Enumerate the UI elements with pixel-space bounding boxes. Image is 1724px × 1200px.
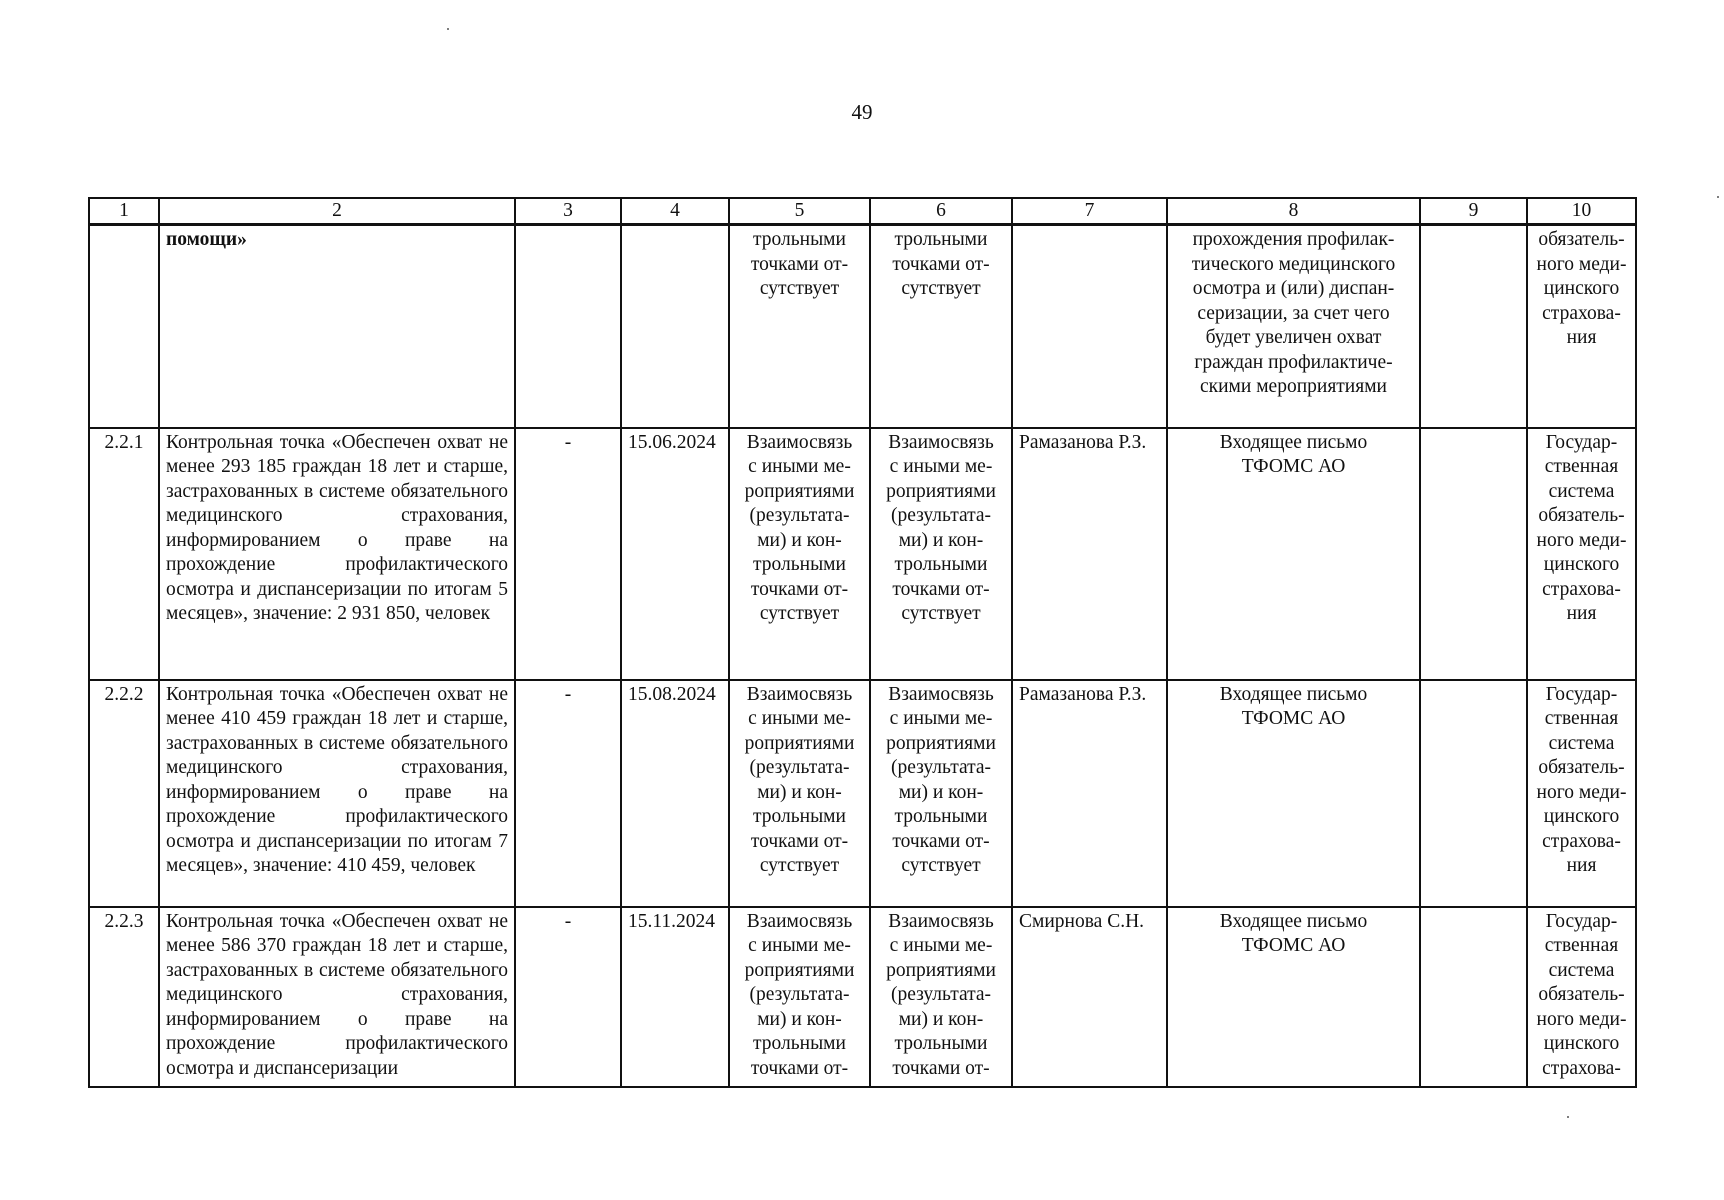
- cell-end: 15.11.2024: [621, 907, 729, 1087]
- column-header: 3: [515, 198, 621, 225]
- cell-link-out: Взаимосвязь с иными ме- роприятиями (результата- ми) и кон- трольными точками от- сутствует: [729, 428, 870, 680]
- cell-responsible: Рамазанова Р.З.: [1012, 680, 1167, 907]
- table-row: [89, 428, 1636, 680]
- scan-speck: [1567, 1116, 1569, 1118]
- cell-num: 2.2.3: [89, 907, 159, 1087]
- cell-link-in: Взаимосвязь с иными ме- роприятиями (результата- ми) и кон- трольными точками от-: [870, 907, 1012, 1087]
- cell-system: Государ- ственная система обязатель- ного меди- цинского страхова- ния: [1527, 428, 1636, 680]
- column-number-header: [89, 198, 1636, 225]
- column-header: 10: [1527, 198, 1636, 225]
- cell-start: -: [515, 680, 621, 907]
- cell-num: [89, 225, 159, 428]
- cell-name: Контрольная точка «Обеспечен охват не менее 293 185 граждан 18 лет и старше, застрахованных в системе обязательного медицинского страхования, информированием о праве на прохождение профилактического осмотра и диспансеризации по итогам 5 месяцев», значение: 2 931 850, человек: [159, 428, 515, 680]
- column-header: 7: [1012, 198, 1167, 225]
- page-number: 49: [851, 100, 873, 124]
- cell-col9: [1420, 428, 1527, 680]
- cell-end: 15.06.2024: [621, 428, 729, 680]
- cell-col9: [1420, 907, 1527, 1087]
- cell-col9: [1420, 225, 1527, 428]
- cell-responsible: Рамазанова Р.З.: [1012, 428, 1167, 680]
- column-header: 6: [870, 198, 1012, 225]
- cell-name: Контрольная точка «Обеспечен охват не менее 586 370 граждан 18 лет и старше, застрахованных в системе обязательного медицинского страхования, информированием о праве на прохождение профилактического осмотра и диспансеризации: [159, 907, 515, 1087]
- cell-system: обязатель- ного меди- цинского страхова- ния: [1527, 225, 1636, 428]
- cell-name: Контрольная точка «Обеспечен охват не менее 410 459 граждан 18 лет и старше, застрахованных в системе обязательного медицинского страхования, информированием о праве на прохождение профилактического осмотра и диспансеризации по итогам 7 месяцев», значение: 410 459, человек: [159, 680, 515, 907]
- cell-link-out: Взаимосвязь с иными ме- роприятиями (результата- ми) и кон- трольными точками от- сутствует: [729, 680, 870, 907]
- cell-end: 15.08.2024: [621, 680, 729, 907]
- continuation-row: [89, 225, 1636, 428]
- cell-col9: [1420, 680, 1527, 907]
- table-row: [89, 680, 1636, 907]
- cell-link-in: трольными точками от- сутствует: [870, 225, 1012, 428]
- cell-start: [515, 225, 621, 428]
- scan-speck: [1717, 196, 1719, 198]
- cell-link-out: трольными точками от- сутствует: [729, 225, 870, 428]
- column-header: 1: [89, 198, 159, 225]
- cell-end: [621, 225, 729, 428]
- cell-link-in: Взаимосвязь с иными ме- роприятиями (результата- ми) и кон- трольными точками от- сутствует: [870, 428, 1012, 680]
- column-header: 8: [1167, 198, 1420, 225]
- cell-doc: Входящее письмо ТФОМС АО: [1167, 428, 1420, 680]
- cell-system: Государ- ственная система обязатель- ного меди- цинского страхова- ния: [1527, 680, 1636, 907]
- scan-speck: [447, 28, 449, 30]
- cell-responsible: [1012, 225, 1167, 428]
- table-row: [89, 907, 1636, 1087]
- cell-start: -: [515, 428, 621, 680]
- plan-table: [88, 197, 1637, 1088]
- cell-doc: Входящее письмо ТФОМС АО: [1167, 907, 1420, 1087]
- cell-doc: Входящее письмо ТФОМС АО: [1167, 680, 1420, 907]
- cell-num: 2.2.2: [89, 680, 159, 907]
- cell-name: помощи»: [159, 225, 515, 428]
- cell-responsible: Смирнова С.Н.: [1012, 907, 1167, 1087]
- column-header: 2: [159, 198, 515, 225]
- cell-num: 2.2.1: [89, 428, 159, 680]
- cell-start: -: [515, 907, 621, 1087]
- cell-system: Государ- ственная система обязатель- ного меди- цинского страхова-: [1527, 907, 1636, 1087]
- cell-doc: прохождения профилак- тического медицинского осмотра и (или) диспан- серизации, за счет чего будет увеличен охват граждан профилактиче- скими мероприятиями: [1167, 225, 1420, 428]
- column-header: 5: [729, 198, 870, 225]
- cell-link-out: Взаимосвязь с иными ме- роприятиями (результата- ми) и кон- трольными точками от-: [729, 907, 870, 1087]
- column-header: 4: [621, 198, 729, 225]
- column-header: 9: [1420, 198, 1527, 225]
- cell-link-in: Взаимосвязь с иными ме- роприятиями (результата- ми) и кон- трольными точками от- сутствует: [870, 680, 1012, 907]
